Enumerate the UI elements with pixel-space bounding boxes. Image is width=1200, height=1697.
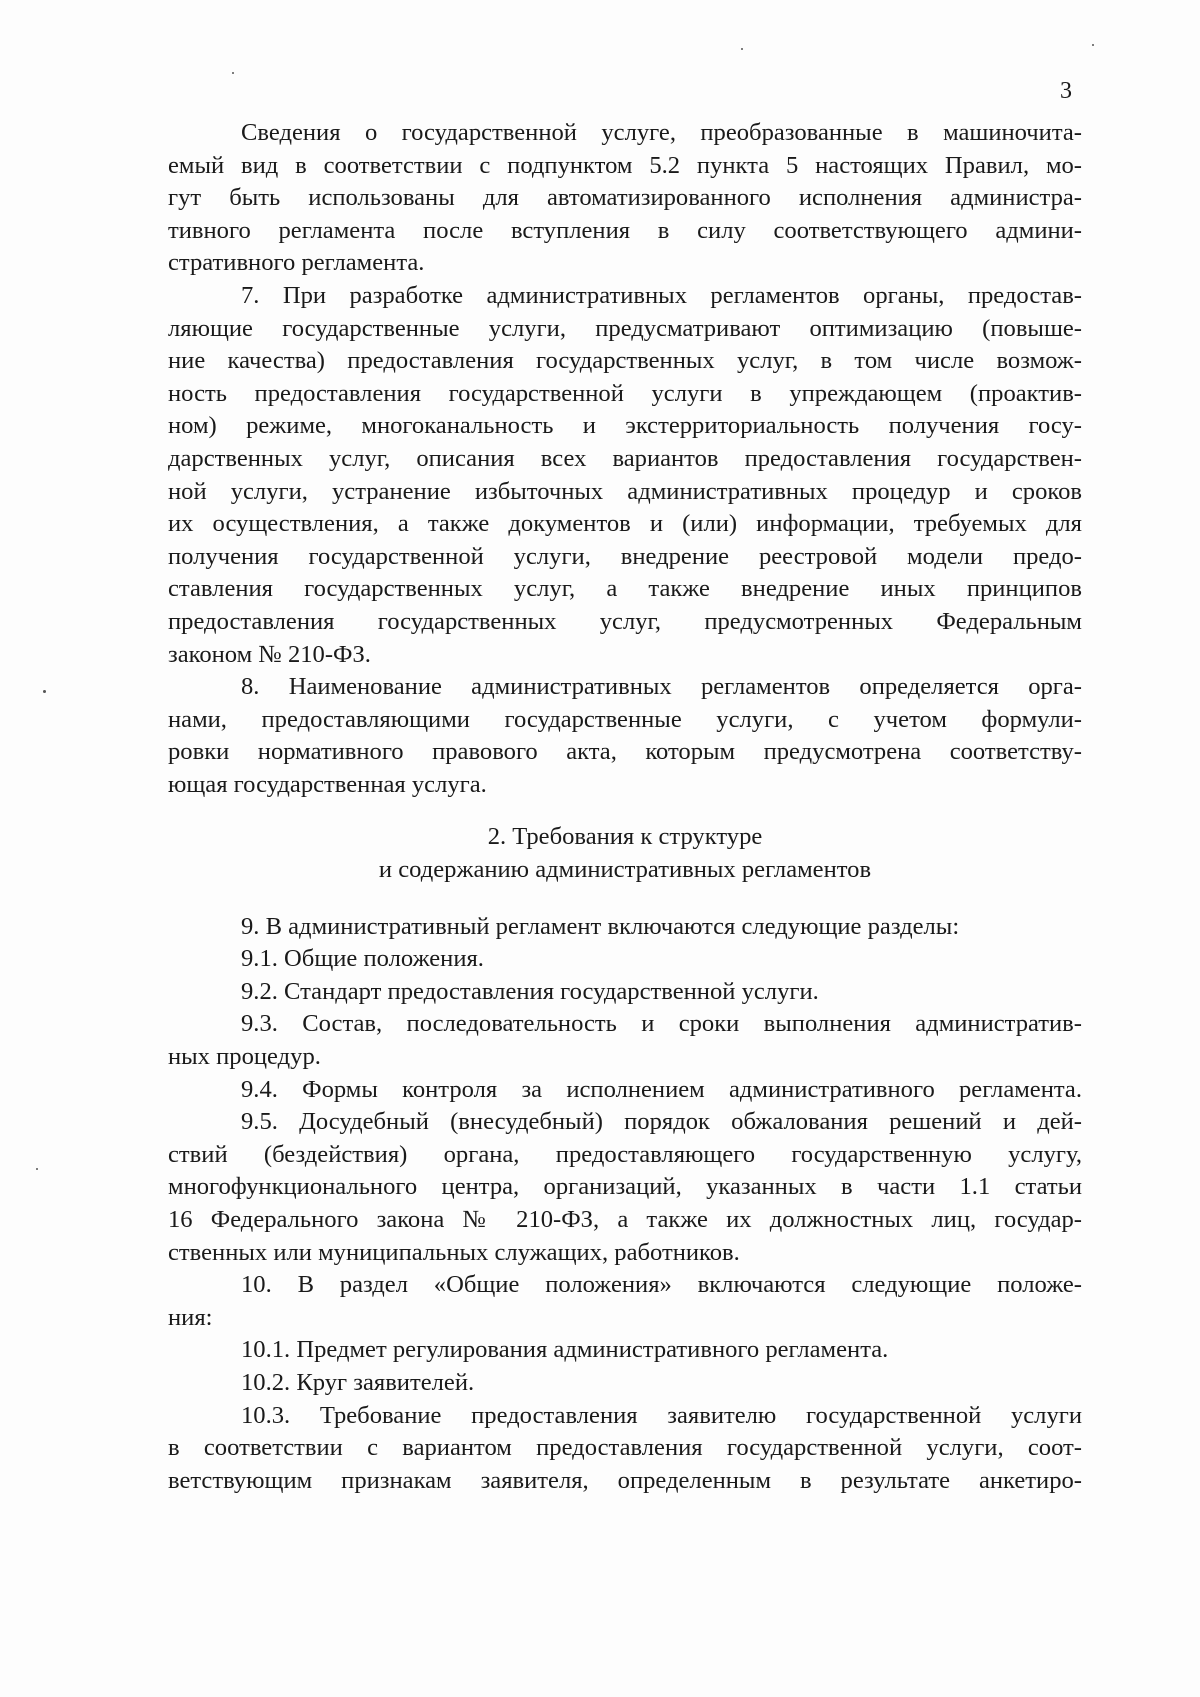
section-heading: 2. Требования к структуре [487,823,763,851]
text-line: 10. В раздел «Общие положения» включаются следующие положе- [241,1271,1082,1299]
text-line: их осуществления, а также документов и (или) информации, требуемых для [168,510,1082,538]
text-line: 9.4. Формы контроля за исполнением административного регламента. [241,1075,1082,1103]
text-line: ность предоставления государственной услуги в упреждающем (проактив- [168,379,1082,407]
scan-speck [43,690,46,693]
text-line: ветствующим признакам заявителя, определенным в результате анкетиро- [168,1466,1082,1494]
text-line: многофункционального центра, организаций, указанных в части 1.1 статьи [168,1173,1082,1201]
scan-speck [36,1168,38,1170]
text-line: 9.1. Общие положения. [241,945,484,973]
text-line: получения государственной услуги, внедрение реестровой модели предо- [168,542,1082,570]
text-line: гут быть использованы для автоматизированного исполнения администра- [168,184,1082,212]
scan-speck [741,48,743,50]
text-line: 16 Федерального закона № 210-ФЗ, а также их должностных лиц, государ- [168,1206,1082,1233]
text-line: 8. Наименование административных регламентов определяется орга- [241,673,1082,701]
text-line: ровки нормативного правового акта, которым предусмотрена соответству- [168,738,1082,766]
text-line: тивного регламента после вступления в силу соответствующего админи- [168,216,1082,244]
text-line: ных процедур. [168,1043,321,1071]
text-line: 10.1. Предмет регулирования административного регламента. [241,1336,889,1364]
text-line: 9. В административный регламент включаются следующие разделы: [241,912,960,940]
text-line: стративного регламента. [168,249,425,277]
text-line: ной услуги, устранение избыточных административных процедур и сроков [168,477,1082,505]
page-number: 3 [1060,78,1072,104]
text-line: ственных или муниципальных служащих, работников. [168,1238,740,1266]
text-line: 7. При разработке административных регламентов органы, предостав- [241,281,1082,309]
text-line: ном) режиме, многоканальность и экстерриториальность получения госу- [168,412,1082,440]
text-line: ляющие государственные услуги, предусматривают оптимизацию (повыше- [168,314,1082,342]
text-line: 9.3. Состав, последовательность и сроки выполнения административ- [241,1010,1082,1038]
text-line: в соответствии с вариантом предоставления государственной услуги, соот- [168,1434,1082,1462]
text-line: 9.2. Стандарт предоставления государственной услуги. [241,977,819,1005]
text-line: 10.2. Круг заявителей. [241,1368,475,1396]
text-line: Сведения о государственной услуге, преобразованные в машиночита- [241,119,1082,146]
text-line: ния: [168,1303,213,1331]
section-heading: и содержанию административных регламентов [378,856,872,884]
text-line: дарственных услуг, описания всех вариантов предоставления государствен- [168,444,1082,472]
text-line: ющая государственная услуга. [168,770,487,798]
text-line: ставления государственных услуг, а также внедрение иных принципов [168,575,1082,603]
text-line: законом № 210-ФЗ. [168,640,371,668]
text-line: 9.5. Досудебный (внесудебный) порядок обжалования решений и дей- [241,1108,1082,1136]
text-line: ствий (бездействия) органа, предоставляющего государственную услугу, [168,1140,1082,1168]
scan-speck [232,72,234,74]
text-line: 10.3. Требование предоставления заявителю государственной услуги [241,1401,1082,1429]
body-text [168,117,1082,1497]
scan-speck [1092,44,1094,46]
text-line: ние качества) предоставления государственных услуг, в том числе возмож- [168,347,1082,375]
text-line: предоставления государственных услуг, предусмотренных Федеральным [168,607,1082,635]
text-line: емый вид в соответствии с подпунктом 5.2 пункта 5 настоящих Правил, мо- [168,151,1082,179]
text-line: нами, предоставляющими государственные услуги, с учетом формули- [168,705,1082,733]
